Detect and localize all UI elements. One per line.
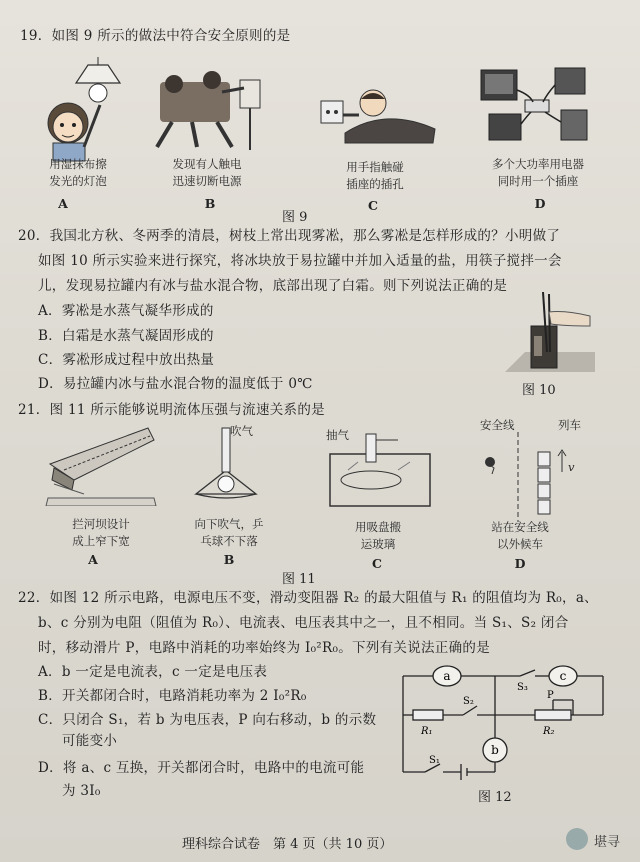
q20-line-3: 儿，发现易拉罐内有冰与盐水混合物，底部出现了白霜。则下列说法正确的是 — [38, 278, 508, 294]
q19-d-caption-1: 多个大功率用电器 — [492, 157, 584, 171]
q22-line-1: 22．如图 12 所示电路，电源电压不变，滑动变阻器 R₂ 的最大阻值与 R₁ 的阻值均为 R₀，a、 — [18, 590, 598, 606]
q21-c-caption-2: 运玻璃 — [360, 537, 396, 551]
q21-train-label: 列车 — [558, 418, 581, 432]
q20-option-a: A．雾凇是水蒸气凝华形成的 — [38, 303, 214, 319]
figure-11-label: 图 11 — [282, 572, 316, 587]
meter-b-label: b — [491, 743, 499, 757]
q21-b-caption-2: 乓球不下落 — [200, 534, 258, 548]
q21-a-caption-1: 拦河坝设计 — [72, 517, 130, 531]
q21-c-letter: C — [372, 556, 382, 571]
q19-d-caption-2: 同时用一个插座 — [497, 174, 579, 188]
q21-velocity-label: v — [568, 460, 575, 474]
meter-c-label: c — [559, 669, 567, 683]
q21-pic-d-platform — [478, 432, 588, 524]
resistor-r1-label: R₁ — [421, 726, 433, 737]
q21-b-letter: B — [223, 552, 235, 567]
q19-a-caption-2: 发光的灯泡 — [49, 174, 107, 188]
q19-stem: 19．如图 9 所示的做法中符合安全原则的是 — [20, 28, 291, 44]
q22-option-b: B．开关都闭合时，电路消耗功率为 2 I₀²R₀ — [38, 688, 307, 704]
q21-safety-line-label: 安全线 — [480, 418, 515, 432]
q19-pic-c — [315, 85, 440, 145]
q21-blow-label: 吹气 — [230, 424, 253, 438]
q20-option-c: C．雾凇形成过程中放出热量 — [38, 352, 215, 368]
q20-option-d: D．易拉罐内冰与盐水混合物的温度低于 0℃ — [38, 376, 313, 392]
q19-pic-b — [152, 62, 267, 152]
meter-a-label: a — [443, 669, 451, 683]
q19-b-caption-1: 发现有人触电 — [172, 157, 242, 171]
q19-pic-a — [28, 55, 138, 165]
q21-a-letter: A — [88, 552, 98, 567]
q19-c-caption-1: 用手指触碰 — [346, 160, 404, 174]
switch-s3-label: S₃ — [517, 682, 528, 693]
q19-b-caption-2: 迅速切断电源 — [172, 174, 242, 188]
q19-c-letter: C — [368, 198, 378, 213]
figure-9-label: 图 9 — [282, 210, 308, 225]
q22-option-a: A．b 一定是电流表，c 一定是电压表 — [38, 664, 268, 680]
figure-10-can-image — [505, 292, 595, 376]
q20-line-1: 20．我国北方秋、冬两季的清晨，树枝上常出现雾凇，那么雾凇是怎样形成的？小明做了 — [18, 228, 561, 244]
switch-s2-label: S₂ — [463, 696, 474, 707]
q19-c-caption-2: 插座的插孔 — [346, 177, 404, 191]
figure-10-label: 图 10 — [522, 383, 556, 398]
watermark-text: 堪寻 — [594, 835, 621, 850]
q19-a-caption-1: 用湿抹布擦 — [49, 157, 107, 171]
q21-d-caption-2: 以外候车 — [497, 537, 543, 551]
q21-pump-label: 抽气 — [326, 428, 349, 442]
q22-option-d-cont: 为 3I₀ — [62, 783, 101, 799]
q22-line-2: b、c 分别为电阻（阻值为 R₀）、电流表、电压表其中之一，且不相同。当 S₁、S₂ 闭合 — [38, 615, 569, 631]
wechat-logo-icon — [566, 828, 588, 850]
q21-d-letter: D — [514, 556, 526, 571]
q19-pic-d — [475, 60, 595, 150]
figure-12-circuit — [395, 660, 620, 785]
q21-stem: 21．图 11 所示能够说明流体压强与流速关系的是 — [18, 402, 325, 418]
q20-option-b: B．白霜是水蒸气凝固形成的 — [38, 328, 214, 344]
q22-option-d: D．将 a、c 互换，开关都闭合时，电路中的电流可能 — [38, 760, 365, 776]
slider-p-label: P — [547, 690, 554, 701]
q21-a-caption-2: 成上窄下宽 — [72, 534, 130, 548]
q22-line-3: 时，移动滑片 P，电路中消耗的功率始终为 I₀²R₀。下列有关说法正确的是 — [38, 640, 490, 656]
q22-option-c-cont: 可能变小 — [62, 733, 118, 749]
q19-b-letter: B — [204, 196, 216, 211]
figure-12-label: 图 12 — [478, 790, 512, 805]
q20-line-2: 如图 10 所示实验来进行探究，将冰块放于易拉罐中并加入适量的盐，用筷子搅拌一会 — [38, 253, 562, 269]
q21-pic-a-dam — [44, 424, 159, 506]
switch-s1-label: S₁ — [429, 755, 440, 766]
q21-b-caption-1: 向下吹气，乒 — [194, 517, 264, 531]
resistor-r2-label: R₂ — [543, 726, 555, 737]
q21-d-caption-1: 站在安全线 — [491, 520, 549, 534]
q19-a-letter: A — [58, 196, 68, 211]
q22-option-c: C．只闭合 S₁，若 b 为电压表，P 向右移动，b 的示数 — [38, 712, 377, 728]
q21-c-caption-1: 用吸盘搬 — [355, 520, 401, 534]
q19-d-letter: D — [534, 196, 546, 211]
page-footer: 理科综合试卷 第 4 页（共 10 页） — [182, 837, 393, 852]
